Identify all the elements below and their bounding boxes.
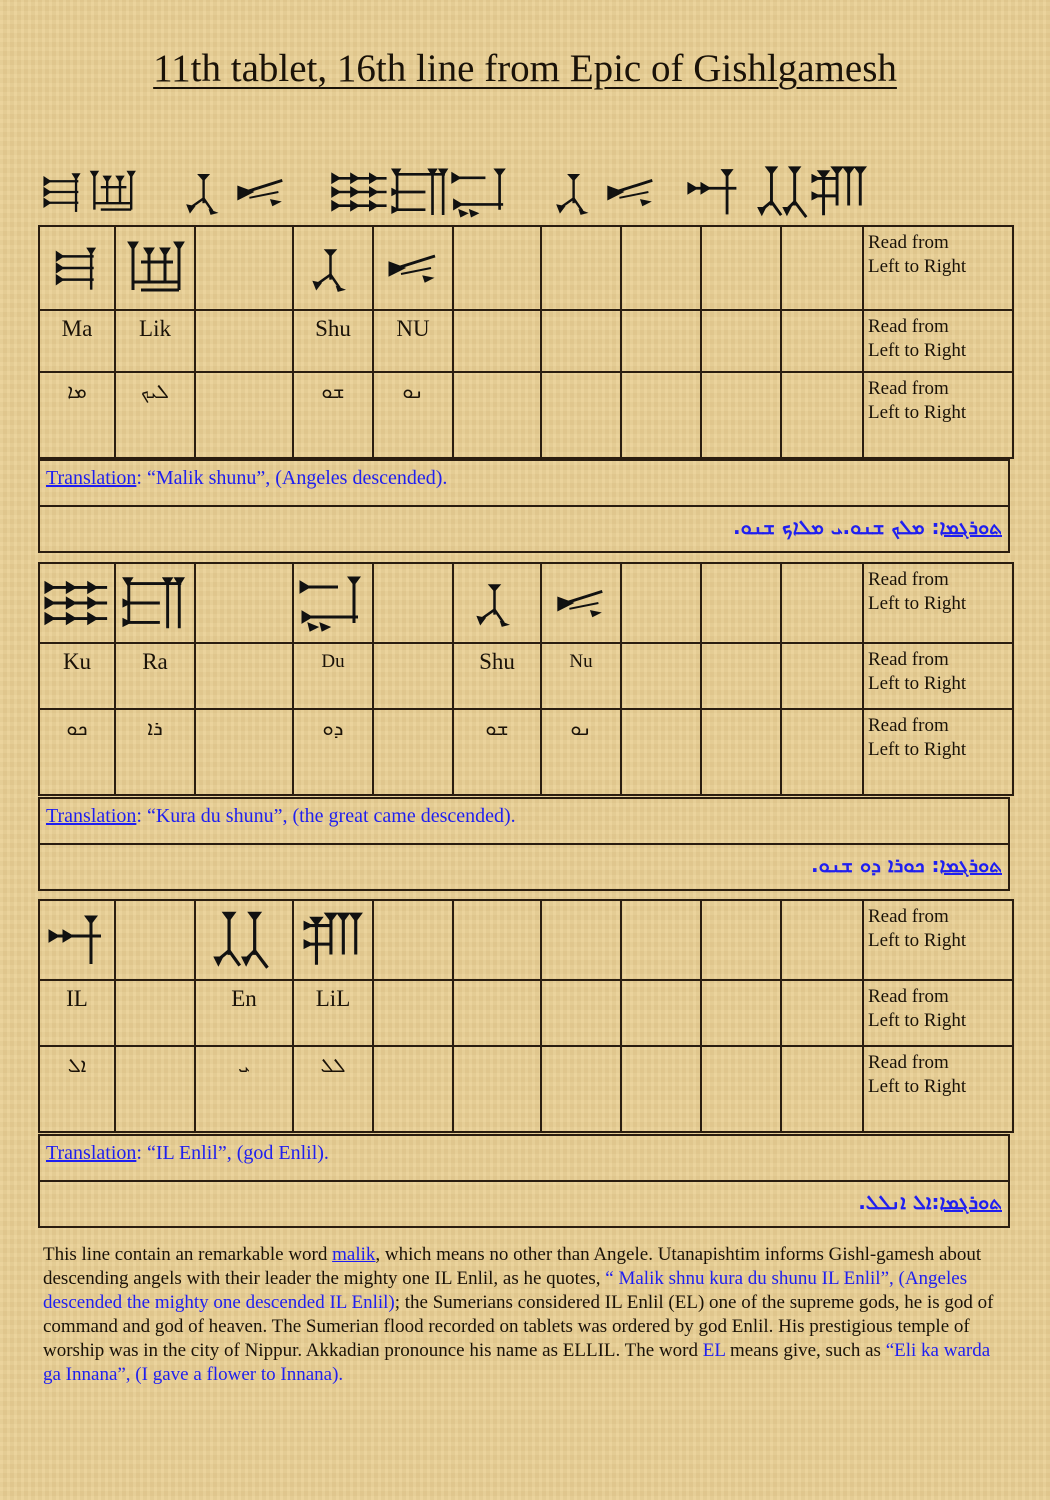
translation-box-1 [38,459,1010,553]
syllable-cell: Ma [39,310,115,372]
syriac-cell: ܟܘ [39,709,115,795]
translation-english [40,799,1008,845]
empty-cell [701,563,781,643]
read-direction-label: Read from Left to Right [863,709,1013,795]
quote-text: “ Malik shnu kura du shunu IL Enlil”, (Angeles descended the mighty one descended IL Enlil) [43,1268,968,1313]
syllable-cell [373,980,453,1046]
translation-text: : “IL Enlil”, (god Enlil). [136,1142,329,1164]
syriac-label: ܬܘܪܓܡܐ [939,1190,1002,1214]
empty-cell [701,900,781,980]
syriac-cell: ܢܘ [373,372,453,458]
empty-cell [781,900,863,980]
syriac-cell: ܢܘ [541,709,621,795]
cuneiform-row [39,900,1013,980]
syriac-cell: ܐܠ [39,1046,115,1132]
syllable-cell [541,310,621,372]
syriac-cell: ܕܘ [293,709,373,795]
syllable-cell: Shu [293,310,373,372]
empty-cell [541,226,621,310]
syriac-cell: ܠܠ [293,1046,373,1132]
read-direction-label: Read from Left to Right [863,310,1013,372]
read-direction-label: Read from Left to Right [863,1046,1013,1132]
syriac-cell: ܫܘ [453,709,541,795]
cuneiform-glyph-ra [115,563,195,643]
syriac-cell [781,372,863,458]
syriac-cell: ܝ [195,1046,293,1132]
syriac-cell [621,372,701,458]
empty-cell [701,226,781,310]
syllable-cell: Shu [453,643,541,709]
cuneiform-glyph-lil [293,900,373,980]
translation-english [40,1136,1008,1182]
syllable-cell [701,310,781,372]
syriac-text: : ܟܘܪܐ ܕܘ ܫܢܘ. [810,853,940,877]
syllable-grid-1 [38,225,1014,459]
syriac-cell: ܡܐ [39,372,115,458]
syriac-cell [541,372,621,458]
explanation-paragraph [43,1243,1003,1387]
cuneiform-row [39,226,1013,310]
cuneiform-line-image [40,157,880,227]
syllable-grid-3 [38,899,1014,1133]
translation-syriac [40,845,1008,889]
syriac-cell [453,372,541,458]
syllable-cell: En [195,980,293,1046]
syllable-cell [195,643,293,709]
read-direction-label: Read from Left to Right [863,643,1013,709]
empty-cell [621,226,701,310]
cuneiform-glyph-lik [115,226,195,310]
empty-cell [621,900,701,980]
empty-cell [453,900,541,980]
syllable-cell [701,980,781,1046]
translation-text: : “Malik shunu”, (Angeles descended). [136,467,448,489]
page-title: 11th tablet, 16th line from Epic of Gishlgamesh [153,47,897,90]
syllable-cell [541,980,621,1046]
syriac-cell [621,1046,701,1132]
syllable-cell [781,643,863,709]
paragraph-text: ; the Sumerians considered IL Enlil (EL) one of the supreme gods, he is god of command and god of heaven. The Sumerian flood recorded on tablets was ordered by god Enlil. His prestigious temple of worship was in the city of Nippur. Akkadian pronounce his name as ELLIL. The word [43,1292,994,1361]
syriac-text: :ܐܠ ܐܢܠܠ. [858,1190,940,1214]
syriac-cell [195,372,293,458]
empty-cell [115,900,195,980]
highlight-word-malik: malik [332,1244,376,1265]
syllable-cell: Ra [115,643,195,709]
syllable-row [39,310,1013,372]
syllable-cell [195,310,293,372]
syllable-cell [781,980,863,1046]
syriac-cell [781,1046,863,1132]
paragraph-text: This line contain an remarkable word [43,1244,333,1265]
syllable-cell: IL [39,980,115,1046]
syriac-cell [541,1046,621,1132]
empty-cell [373,563,453,643]
syllable-cell: Lik [115,310,195,372]
cuneiform-glyph-nu [373,226,453,310]
read-direction-label: Read from Left to Right [863,372,1013,458]
read-direction-label: Read from Left to Right [863,980,1013,1046]
empty-cell [373,900,453,980]
translation-box-3 [38,1134,1010,1228]
cuneiform-glyph-nu [541,563,621,643]
syllable-cell [621,980,701,1046]
syllable-cell [621,643,701,709]
syllable-row [39,980,1013,1046]
paragraph-text: , which means no other than Angele. Utanapishtim informs Gishl-gamesh about descending angels with their leader the mighty one IL Enlil, as he quotes, [43,1244,982,1289]
empty-cell [195,226,293,310]
cuneiform-glyph-il [39,900,115,980]
cuneiform-row [39,563,1013,643]
quote-text: “Eli ka warda ga Innana”, (I gave a flower to Innana). [43,1340,991,1385]
syllable-cell [781,310,863,372]
translation-label: Translation [46,1142,137,1164]
syriac-row [39,372,1013,458]
syllable-grid-2 [38,562,1014,796]
syllable-cell: Nu [541,643,621,709]
syriac-cell [701,372,781,458]
syriac-cell: ܪܐ [115,709,195,795]
syllable-cell [373,643,453,709]
empty-cell [621,563,701,643]
syriac-cell [621,709,701,795]
syriac-row [39,1046,1013,1132]
syllable-cell: Ku [39,643,115,709]
syriac-cell [373,1046,453,1132]
syllable-cell [621,310,701,372]
syriac-cell [453,1046,541,1132]
translation-english [40,461,1008,507]
empty-cell [195,563,293,643]
syriac-label: ܬܘܪܓܡܐ [939,515,1002,539]
translation-box-2 [38,797,1010,891]
paragraph-text: means give, such as [725,1340,886,1361]
read-direction-label: Read from Left to Right [863,900,1013,980]
syllable-cell: NU [373,310,453,372]
syllable-cell [453,310,541,372]
syriac-cell [781,709,863,795]
syriac-row [39,709,1013,795]
cuneiform-glyph-en [195,900,293,980]
syriac-cell [115,1046,195,1132]
empty-cell [781,226,863,310]
syriac-cell: ܠܝܟ [115,372,195,458]
syriac-cell [373,709,453,795]
translation-label: Translation [46,805,137,827]
empty-cell [781,563,863,643]
syriac-cell [701,709,781,795]
highlight-word-el: EL [702,1340,726,1361]
syllable-cell [701,643,781,709]
cuneiform-glyph-ku [39,563,115,643]
syllable-cell [115,980,195,1046]
read-direction-label: Read from Left to Right [863,563,1013,643]
syriac-text: : ܡܠܟ ܫܢܘ.ܝ ܡܠܐܟ ܫܢܘ. [732,515,940,539]
empty-cell [541,900,621,980]
syllable-row [39,643,1013,709]
cuneiform-glyph-du [293,563,373,643]
cuneiform-glyph-ma [39,226,115,310]
empty-cell [453,226,541,310]
syllable-cell [453,980,541,1046]
syriac-label: ܬܘܪܓܡܐ [939,853,1002,877]
syriac-cell: ܫܘ [293,372,373,458]
cuneiform-glyph-shu [293,226,373,310]
translation-label: Translation [46,467,137,489]
translation-text: : “Kura du shunu”, (the great came descended). [136,805,516,827]
syllable-cell: LiL [293,980,373,1046]
translation-syriac [40,507,1008,551]
read-direction-label: Read from Left to Right [863,226,1013,310]
syllable-cell: Du [293,643,373,709]
translation-syriac [40,1182,1008,1226]
cuneiform-glyph-shu [453,563,541,643]
syriac-cell [701,1046,781,1132]
syriac-cell [195,709,293,795]
